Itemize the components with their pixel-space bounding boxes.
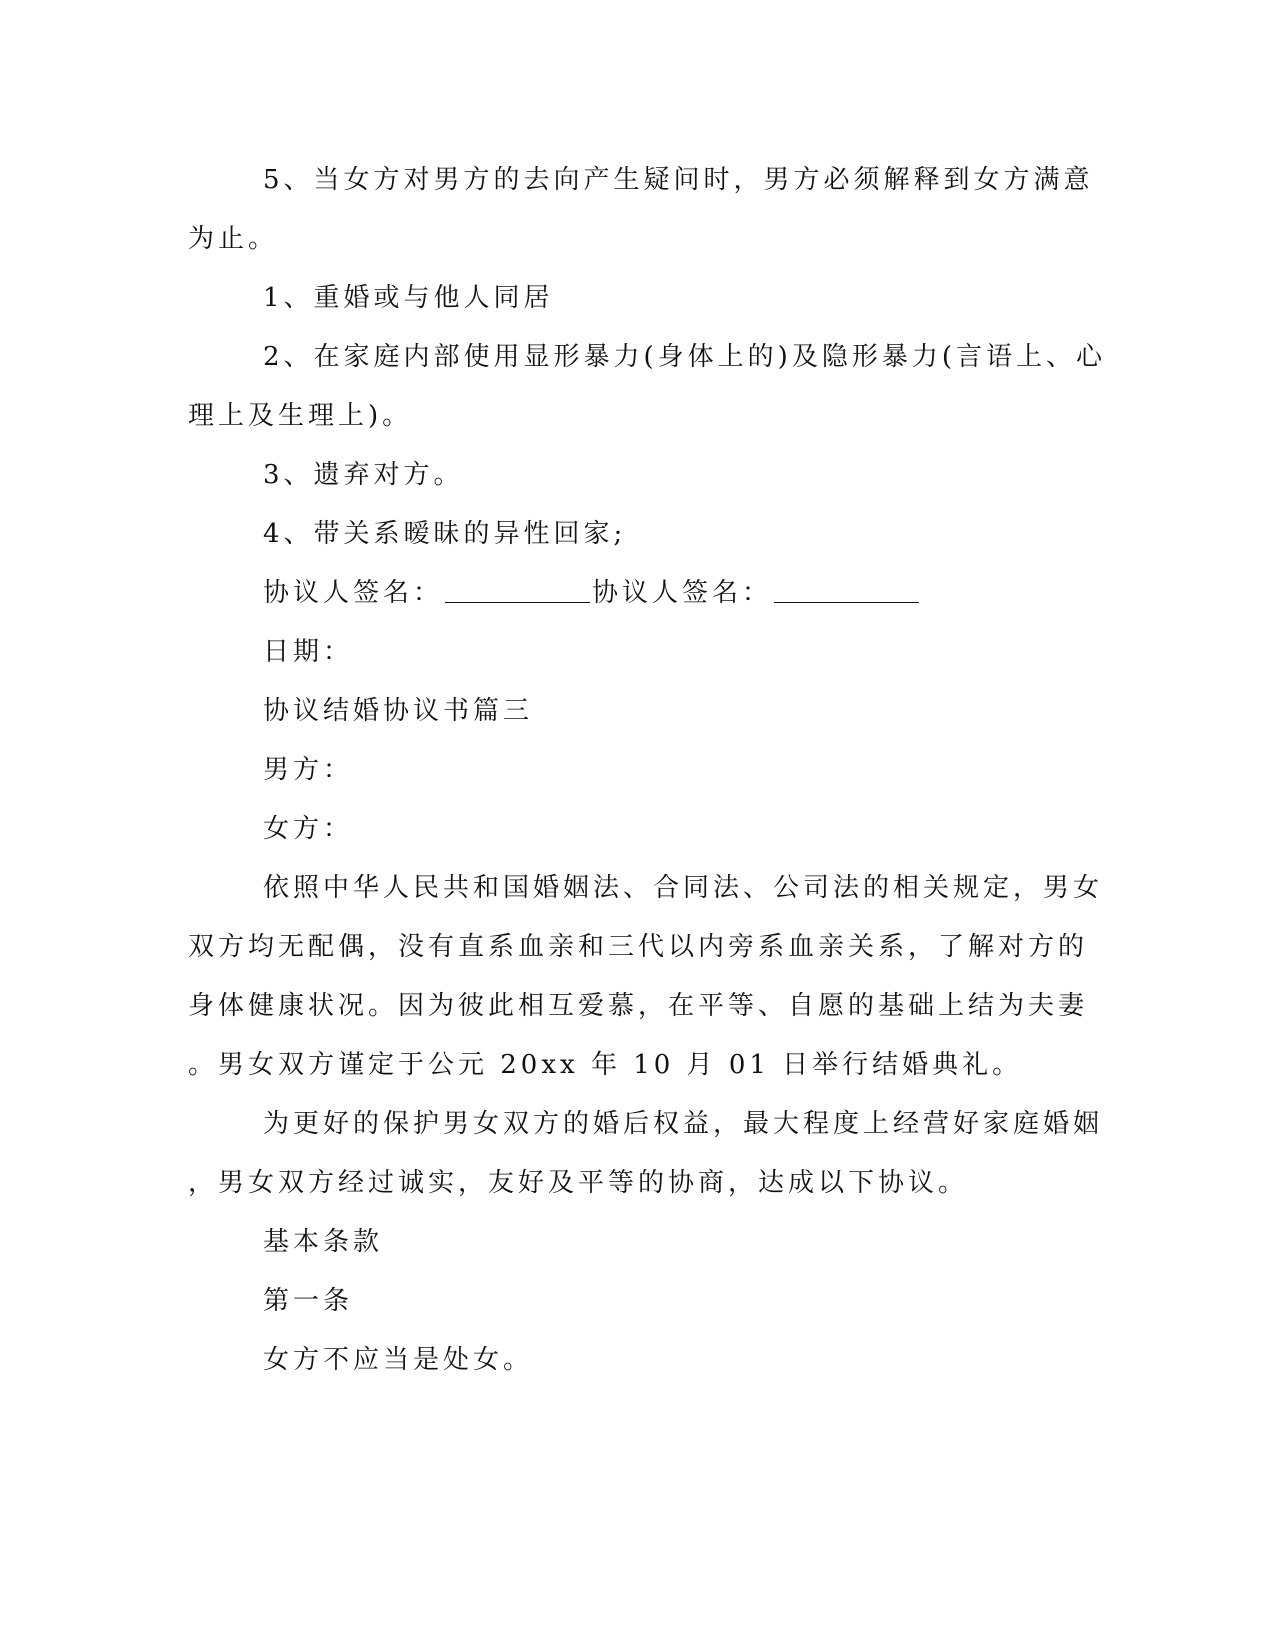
list-item-2-line-1: 2、在家庭内部使用显形暴力(身体上的)及隐形暴力(言语上、心 bbox=[263, 342, 1106, 372]
signature-label-2: 协议人签名： bbox=[592, 578, 773, 608]
intro-paragraph-line-2: 双方均无配偶，没有直系血亲和三代以内旁系血亲关系，了解对方的 bbox=[188, 932, 1089, 962]
list-item-4: 4、带关系暧昧的异性回家; bbox=[263, 519, 627, 549]
signature-blank-1 bbox=[445, 578, 590, 603]
signature-blank-2 bbox=[774, 578, 919, 603]
signature-row bbox=[263, 576, 921, 610]
list-item-1: 1、重婚或与他人同居 bbox=[263, 283, 554, 313]
intro-paragraph-line-3: 身体健康状况。因为彼此相互爱慕，在平等、自愿的基础上结为夫妻 bbox=[188, 991, 1089, 1021]
purpose-paragraph-line-2: ，男女双方经过诚实，友好及平等的协商，达成以下协议。 bbox=[188, 1168, 969, 1198]
paragraph-item-5-line-1: 5、当女方对男方的去向产生疑问时，男方必须解释到女方满意 bbox=[263, 165, 1094, 195]
male-party-label: 男方： bbox=[263, 755, 354, 785]
date-label: 日期： bbox=[263, 637, 354, 667]
paragraph-item-5-line-2: 为止。 bbox=[188, 224, 279, 254]
article-one-text: 女方不应当是处女。 bbox=[263, 1345, 534, 1375]
purpose-paragraph-line-1: 为更好的保护男女双方的婚后权益，最大程度上经营好家庭婚姻 bbox=[263, 1109, 1104, 1139]
section-title: 协议结婚协议书篇三 bbox=[263, 696, 534, 726]
signature-label-1: 协议人签名： bbox=[263, 578, 444, 608]
intro-paragraph-line-1: 依照中华人民共和国婚姻法、合同法、公司法的相关规定，男女 bbox=[263, 873, 1104, 903]
female-party-label: 女方： bbox=[263, 814, 354, 844]
basic-terms-heading: 基本条款 bbox=[263, 1227, 384, 1257]
article-one-heading: 第一条 bbox=[263, 1286, 354, 1316]
list-item-3: 3、遗弃对方。 bbox=[263, 460, 464, 490]
intro-paragraph-line-4: 。男女双方谨定于公元 20xx 年 10 月 01 日举行结婚典礼。 bbox=[188, 1050, 1023, 1080]
list-item-2-line-2: 理上及生理上)。 bbox=[188, 401, 413, 431]
